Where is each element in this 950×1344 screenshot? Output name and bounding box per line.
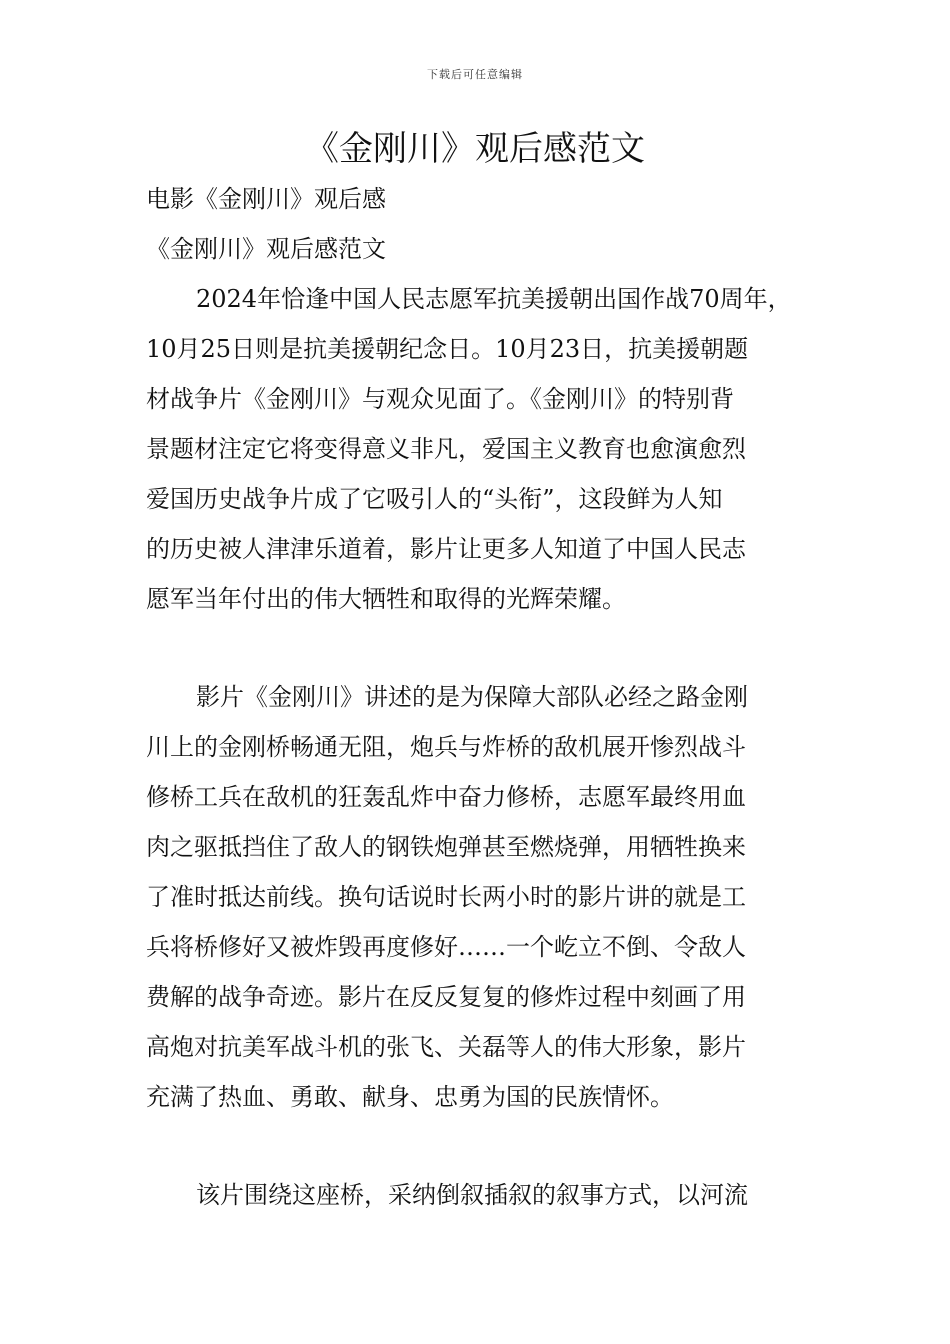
paragraph-line: 2024年恰逢中国人民志愿军抗美援朝出国作战70周年， xyxy=(196,285,792,313)
paragraph-line: 川上的金刚桥畅通无阻，炮兵与炸桥的敌机展开惨烈战斗 xyxy=(146,733,746,761)
paragraph-3 xyxy=(146,1170,808,1220)
paragraph-line: 10月25日则是抗美援朝纪念日。10月23日，抗美援朝题 xyxy=(146,335,749,363)
paragraph-line: 爱国历史战争片成了它吸引人的“头衔”，这段鲜为人知 xyxy=(146,485,723,513)
paragraph-line: 修桥工兵在敌机的狂轰乱炸中奋力修桥，志愿军最终用血 xyxy=(146,783,746,811)
paragraph-line: 该片围绕这座桥，采纳倒叙插叙的叙事方式，以河流 xyxy=(196,1181,748,1209)
paragraph-line: 兵将桥修好又被炸毁再度修好……一个屹立不倒、令敌人 xyxy=(146,933,746,961)
paragraph-line: 费解的战争奇迹。影片在反反复复的修炸过程中刻画了用 xyxy=(146,983,746,1011)
paragraph-1 xyxy=(146,274,808,624)
paragraph-line: 的历史被人津津乐道着，影片让更多人知道了中国人民志 xyxy=(146,535,746,563)
subheading-film-review: 电影《金刚川》观后感 xyxy=(146,185,386,213)
paragraph-line: 影片《金刚川》讲述的是为保障大部队必经之路金刚 xyxy=(196,683,748,711)
document-title: 《金刚川》观后感范文 xyxy=(305,129,645,169)
paragraph-line: 肉之驱抵挡住了敌人的钢铁炮弹甚至燃烧弹，用牺牲换来 xyxy=(146,833,746,861)
paragraph-line: 高炮对抗美军战斗机的张飞、关磊等人的伟大形象，影片 xyxy=(146,1033,746,1061)
subheading-sample-essay: 《金刚川》观后感范文 xyxy=(146,235,386,263)
paragraph-line: 景题材注定它将变得意义非凡，爱国主义教育也愈演愈烈 xyxy=(146,435,746,463)
paragraph-line: 愿军当年付出的伟大牺牲和取得的光辉荣耀。 xyxy=(146,585,626,613)
paragraph-line: 材战争片《金刚川》与观众见面了。《金刚川》的特别背 xyxy=(146,385,734,413)
paragraph-line: 充满了热血、勇敢、献身、忠勇为国的民族情怀。 xyxy=(146,1083,674,1111)
paragraph-2 xyxy=(146,672,808,1122)
paragraph-line: 了准时抵达前线。换句话说时长两小时的影片讲的就是工 xyxy=(146,883,746,911)
header-note: 下载后可任意编辑 xyxy=(427,68,523,81)
